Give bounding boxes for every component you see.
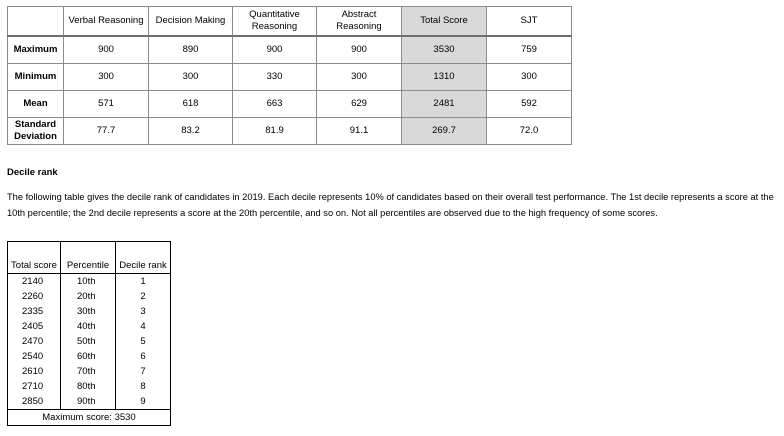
- table-row: [8, 349, 171, 364]
- header-decile-rank: Decile rank: [116, 242, 171, 274]
- header-sjt: SJT: [487, 7, 572, 37]
- percentile-cell: 40th: [61, 319, 116, 334]
- decile-rank-cell: 4: [116, 319, 171, 334]
- row-label: Standard Deviation: [8, 118, 64, 145]
- stat-cell: 300: [149, 64, 233, 91]
- stat-cell-total: 3530: [402, 36, 487, 64]
- stat-cell: 83.2: [149, 118, 233, 145]
- percentile-cell: 50th: [61, 334, 116, 349]
- stat-cell-total: 1310: [402, 64, 487, 91]
- row-label: Minimum: [8, 64, 64, 91]
- header-abstract-reasoning: Abstract Reasoning: [317, 7, 402, 37]
- header-percentile: Percentile: [61, 242, 116, 274]
- percentile-cell: 80th: [61, 379, 116, 394]
- stat-cell: 890: [149, 36, 233, 64]
- decile-rank-cell: 3: [116, 304, 171, 319]
- stats-row-mean: [8, 91, 572, 118]
- stat-cell: 91.1: [317, 118, 402, 145]
- table-row: [8, 379, 171, 394]
- percentile-cell: 30th: [61, 304, 116, 319]
- total-score-cell: 2540: [8, 349, 61, 364]
- total-score-cell: 2850: [8, 394, 61, 410]
- row-label: Mean: [8, 91, 64, 118]
- header-decision-making: Decision Making: [149, 7, 233, 37]
- total-score-cell: 2470: [8, 334, 61, 349]
- maximum-score-note: Maximum score: 3530: [8, 410, 171, 426]
- stat-cell: 77.7: [64, 118, 149, 145]
- stat-cell: 592: [487, 91, 572, 118]
- table-row: [8, 304, 171, 319]
- header-total-score: Total score: [8, 242, 61, 274]
- table-row: [8, 394, 171, 410]
- table-row: [8, 289, 171, 304]
- decile-rank-table: [7, 241, 171, 426]
- stats-row-minimum: [8, 64, 572, 91]
- header-quantitative-reasoning: Quantitative Reasoning: [233, 7, 317, 37]
- decile-rank-cell: 6: [116, 349, 171, 364]
- decile-rank-cell: 7: [116, 364, 171, 379]
- decile-header-row: [8, 242, 171, 274]
- stat-cell: 663: [233, 91, 317, 118]
- decile-rank-cell: 1: [116, 274, 171, 290]
- stat-cell: 759: [487, 36, 572, 64]
- stat-cell: 72.0: [487, 118, 572, 145]
- test-statistics-table: [7, 6, 572, 145]
- table-row: [8, 334, 171, 349]
- stats-corner-cell: [8, 7, 64, 37]
- decile-rank-description: The following table gives the decile rank of candidates in 2019. Each decile represents 10% of candidates based on their overall test performance. The 1st decile represents a score at the 10th percentile; the 2nd decile represents a score at the 20th percentile, and so on. Not all percentiles are observed due to the high frequency of some scores.: [7, 192, 774, 218]
- percentile-cell: 70th: [61, 364, 116, 379]
- header-total-score: Total Score: [402, 7, 487, 37]
- percentile-cell: 10th: [61, 274, 116, 290]
- decile-footer-row: [8, 410, 171, 426]
- table-row: [8, 364, 171, 379]
- percentile-cell: 20th: [61, 289, 116, 304]
- stat-cell: 618: [149, 91, 233, 118]
- stat-cell-total: 269.7: [402, 118, 487, 145]
- stat-cell: 300: [64, 64, 149, 91]
- table-row: [8, 319, 171, 334]
- decile-rank-heading: Decile rank: [7, 167, 58, 178]
- decile-rank-cell: 5: [116, 334, 171, 349]
- stat-cell: 571: [64, 91, 149, 118]
- percentile-cell: 90th: [61, 394, 116, 410]
- total-score-cell: 2710: [8, 379, 61, 394]
- decile-rank-cell: 8: [116, 379, 171, 394]
- stats-header-row: [8, 7, 572, 37]
- stat-cell: 81.9: [233, 118, 317, 145]
- stat-cell: 300: [317, 64, 402, 91]
- stat-cell: 900: [233, 36, 317, 64]
- row-label: Maximum: [8, 36, 64, 64]
- stat-cell-total: 2481: [402, 91, 487, 118]
- total-score-cell: 2140: [8, 274, 61, 290]
- stat-cell: 300: [487, 64, 572, 91]
- header-verbal-reasoning: Verbal Reasoning: [64, 7, 149, 37]
- decile-rank-cell: 9: [116, 394, 171, 410]
- total-score-cell: 2335: [8, 304, 61, 319]
- total-score-cell: 2610: [8, 364, 61, 379]
- stat-cell: 629: [317, 91, 402, 118]
- decile-rank-cell: 2: [116, 289, 171, 304]
- stat-cell: 900: [317, 36, 402, 64]
- stats-row-maximum: [8, 36, 572, 64]
- stat-cell: 900: [64, 36, 149, 64]
- total-score-cell: 2405: [8, 319, 61, 334]
- table-row: [8, 274, 171, 290]
- stat-cell: 330: [233, 64, 317, 91]
- total-score-cell: 2260: [8, 289, 61, 304]
- percentile-cell: 60th: [61, 349, 116, 364]
- stats-row-standard-deviation: [8, 118, 572, 145]
